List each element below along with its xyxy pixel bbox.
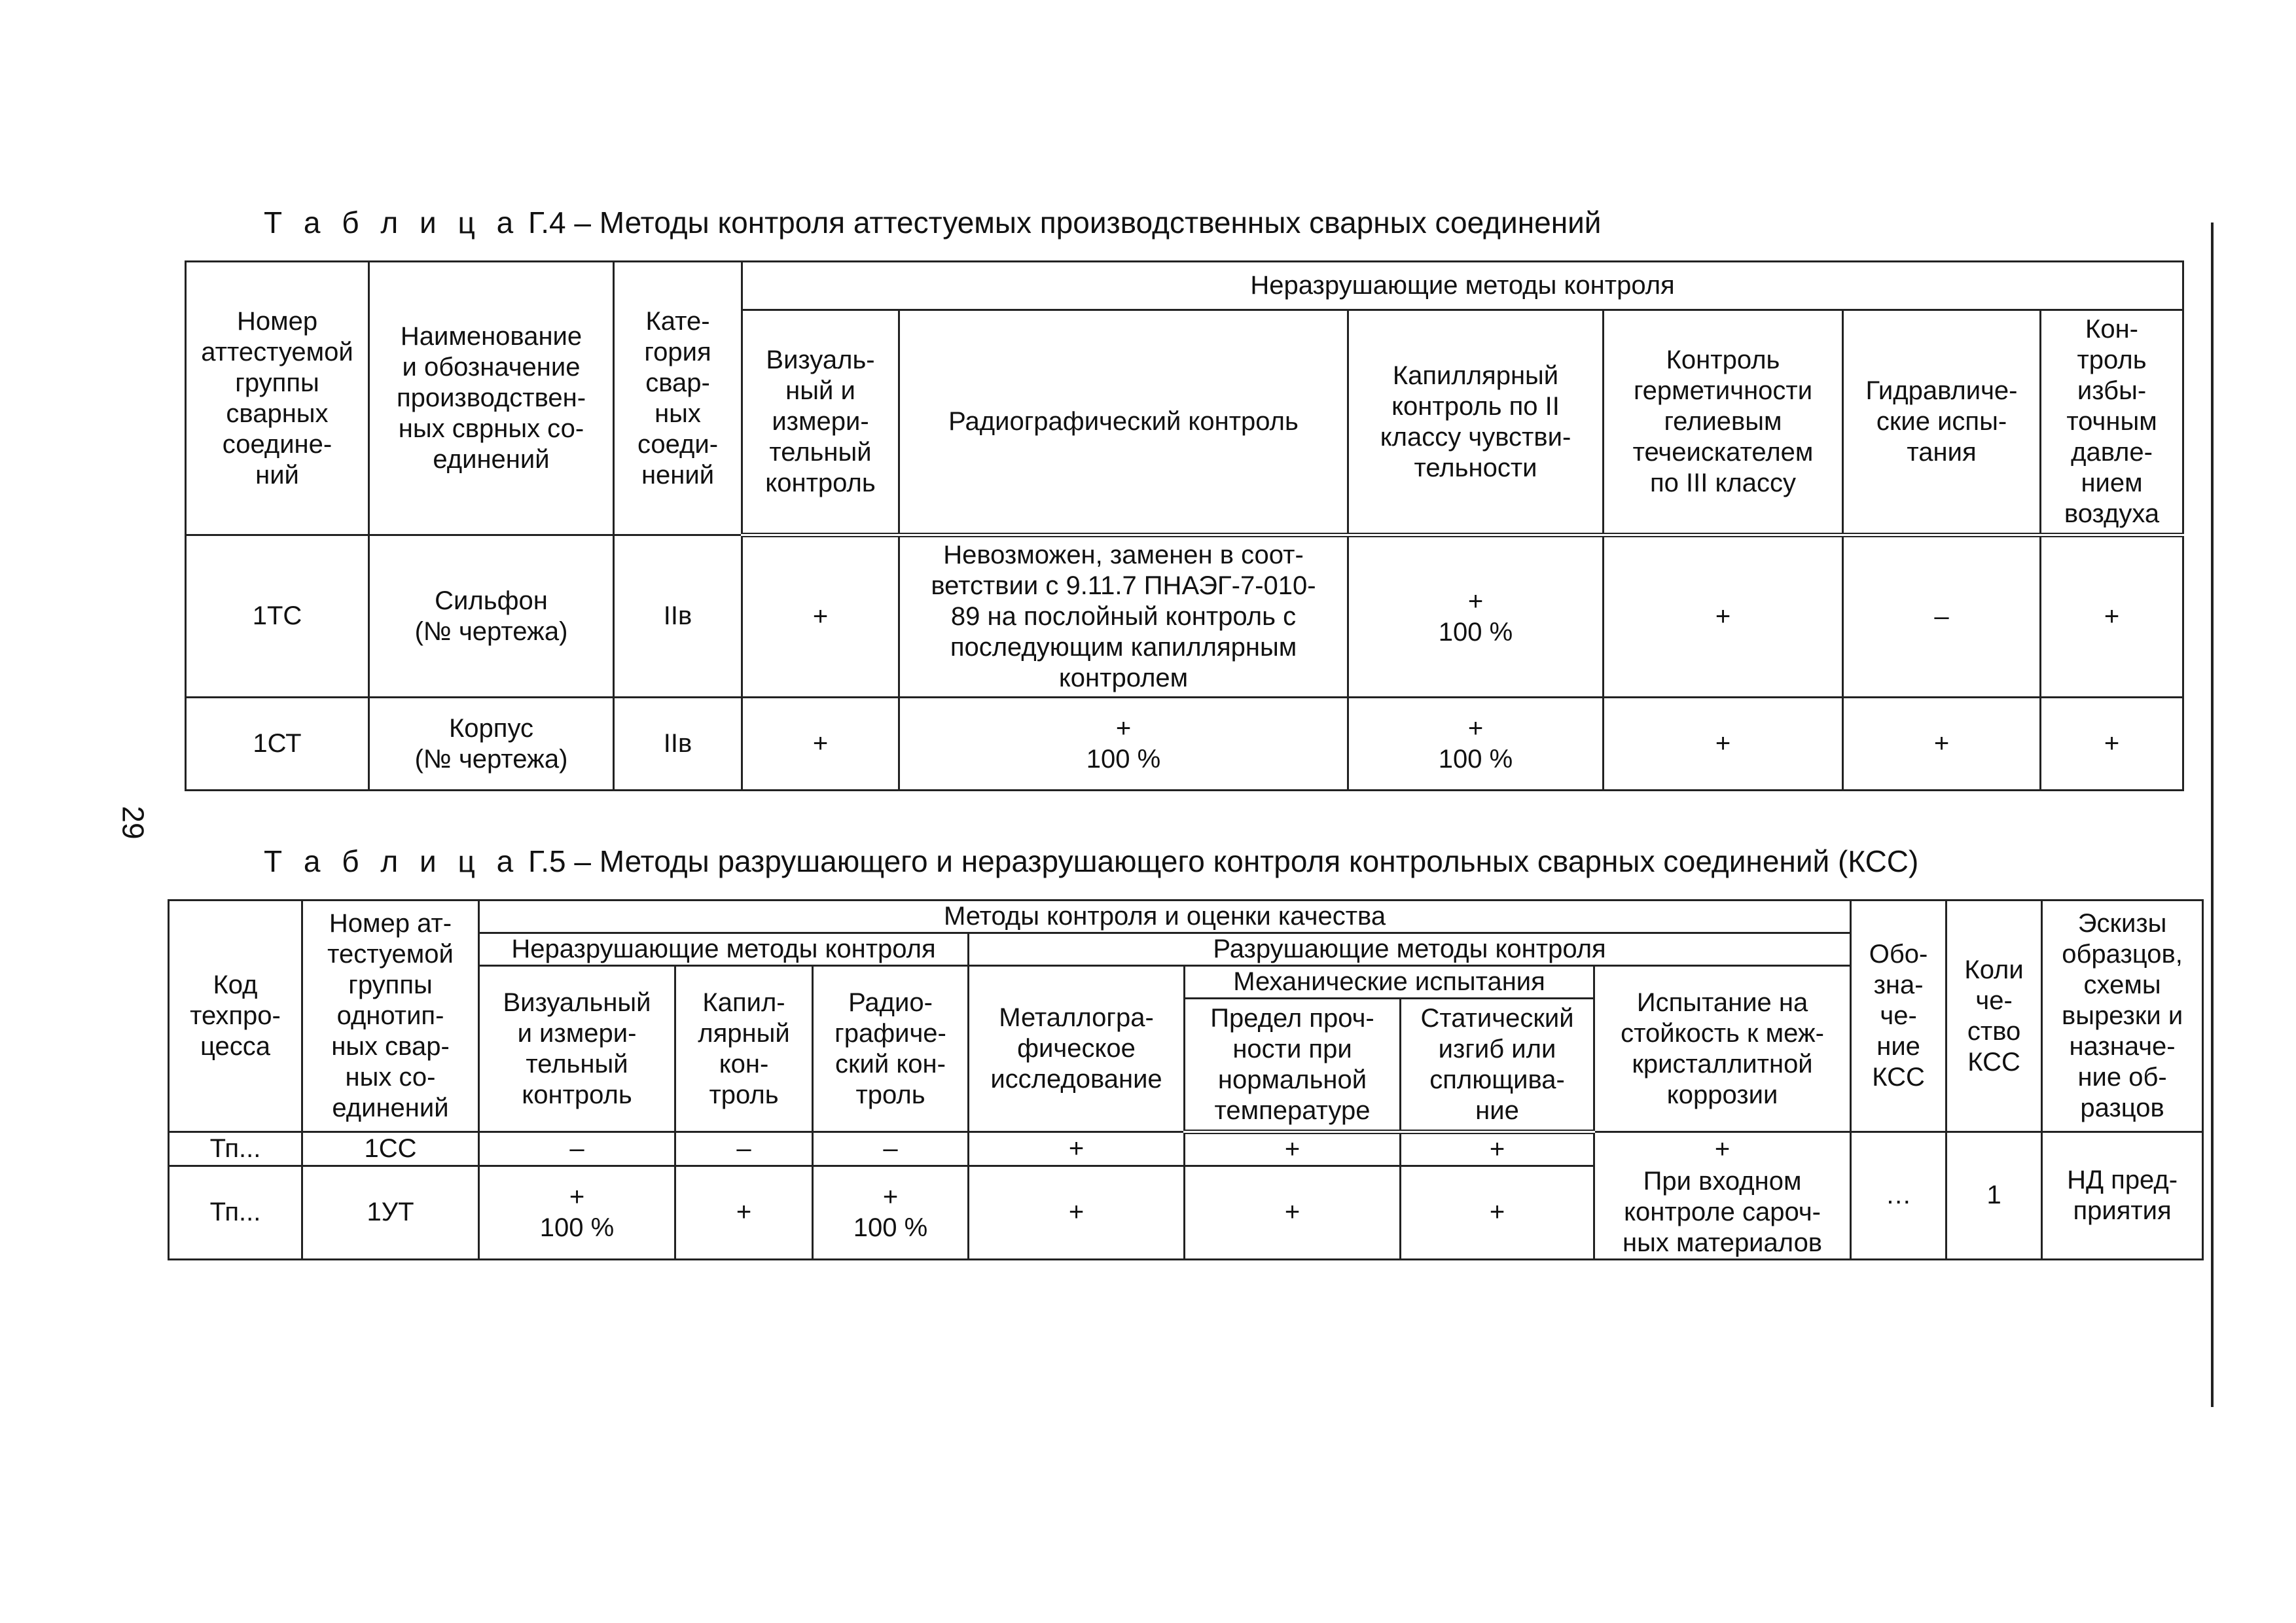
t5-header-count: Коли че- ство КСС [1946, 901, 2042, 1132]
t5-cell-count: 1 [1946, 1132, 2042, 1260]
t4-cell-hydro: – [1843, 535, 2041, 698]
t4-cell-radio: + 100 % [899, 698, 1348, 791]
t4-cell-hydro: + [1843, 698, 2041, 791]
t4-cell-helium: + [1604, 698, 1843, 791]
t5-header-bend: Статический изгиб или сплющива- ние [1401, 999, 1594, 1132]
t4-cell-name: Корпус (№ чертежа) [369, 698, 614, 791]
t5-cell-corrosion: При входном контроле сароч- ных материалов [1594, 1166, 1851, 1260]
t4-header-name: Наименование и обозначение производствен- ных сврных со- единений [369, 262, 614, 535]
table4-title [264, 204, 1601, 241]
table5-title-text: Г.5 – Методы разрушающего и неразрушающего контроля контрольных сварных соединений (КСС) [520, 844, 1919, 878]
t5-header-dt: Разрушающие методы контроля [969, 933, 1851, 966]
t4-cell-group: 1СТ [186, 698, 369, 791]
t5-cell-bend: + [1401, 1132, 1594, 1166]
t4-cell-helium: + [1604, 535, 1843, 698]
t4-cell-visual: + [742, 698, 899, 791]
t4-header-visual: Визуаль- ный и измери- тельный контроль [742, 310, 899, 535]
t5-cell-code: Тп... [169, 1132, 302, 1166]
t4-header-hydro: Гидравличе- ские испы- тания [1843, 310, 2041, 535]
t5-cell-bend: + [1401, 1166, 1594, 1260]
t5-cell-strength: + [1185, 1166, 1401, 1260]
t5-header-methods: Методы контроля и оценки качества [479, 901, 1851, 933]
table4-title-text: Г.4 – Методы контроля аттестуемых производственных сварных соединений [520, 205, 1602, 240]
t5-header-code: Код техпро- цесса [169, 901, 302, 1132]
t5-cell-radio: – [813, 1132, 969, 1166]
t4-header-air: Кон- троль избы- точным давле- нием воздуха [2041, 310, 2183, 535]
t5-cell-group: 1УТ [302, 1166, 479, 1260]
t5-cell-visual: + 100 % [479, 1166, 675, 1260]
t5-cell-metallo: + [969, 1132, 1185, 1166]
t4-header-group: Номер аттестуемой группы сварных соедине- ний [186, 262, 369, 535]
t5-cell-corrosion: + [1594, 1132, 1851, 1166]
t4-header-radio: Радиографический контроль [899, 310, 1348, 535]
table-row [169, 1132, 2203, 1166]
table-row [186, 698, 2183, 791]
t5-header-capillary: Капил- лярный кон- троль [675, 966, 813, 1132]
t5-header-mech: Механические испытания [1185, 966, 1594, 999]
table-row [186, 535, 2183, 698]
table5-title [264, 843, 1918, 880]
t4-cell-air: + [2041, 698, 2183, 791]
t4-cell-capillary: + 100 % [1348, 698, 1604, 791]
t4-cell-radio: Невозможен, заменен в соот- ветствии с 9.11.7 ПНАЭГ-7-010- 89 на послойный контроль с последующим капиллярным контролем [899, 535, 1348, 698]
t5-cell-capillary: + [675, 1166, 813, 1260]
page-number: 29 [116, 806, 151, 840]
t5-cell-group: 1СС [302, 1132, 479, 1166]
t4-cell-group: 1ТС [186, 535, 369, 698]
t4-cell-category: IIв [614, 535, 742, 698]
t5-cell-designation: … [1851, 1132, 1946, 1260]
t4-header-category: Кате- гория свар- ных соеди- нений [614, 262, 742, 535]
t4-cell-capillary: + 100 % [1348, 535, 1604, 698]
t5-cell-strength: + [1185, 1132, 1401, 1166]
t5-header-radio: Радио- графиче- ский кон- троль [813, 966, 969, 1132]
t5-cell-radio: + 100 % [813, 1166, 969, 1260]
t4-cell-category: IIв [614, 698, 742, 791]
right-margin-line [2211, 223, 2214, 1407]
t5-header-metallo: Металлогра- фическое исследование [969, 966, 1185, 1132]
t5-header-ndt: Неразрушающие методы контроля [479, 933, 969, 966]
t5-header-group: Номер ат- тестуемой группы однотип- ных свар- ных со- единений [302, 901, 479, 1132]
table4 [185, 260, 2184, 791]
t5-cell-capillary: – [675, 1132, 813, 1166]
t4-cell-air: + [2041, 535, 2183, 698]
t4-header-capillary: Капиллярный контроль по II классу чувстви- тельности [1348, 310, 1604, 535]
t5-header-strength: Предел проч- ности при нормальной температуре [1185, 999, 1401, 1132]
t5-cell-code: Тп... [169, 1166, 302, 1260]
t5-header-corrosion: Испытание на стойкость к меж- кристаллитной коррозии [1594, 966, 1851, 1132]
t5-header-visual: Визуальный и измери- тельный контроль [479, 966, 675, 1132]
t4-cell-visual: + [742, 535, 899, 698]
t4-cell-name: Сильфон (№ чертежа) [369, 535, 614, 698]
t5-cell-metallo: + [969, 1166, 1185, 1260]
table5-title-prefix: Т а б л и ц а [264, 844, 520, 878]
table4-title-prefix: Т а б л и ц а [264, 205, 520, 240]
t5-header-sketches: Эскизы образцов, схемы вырезки и назначе- ние об- разцов [2042, 901, 2203, 1132]
t4-header-ndt: Неразрушающие методы контроля [742, 262, 2183, 310]
t4-header-helium: Контроль герметичности гелиевым течеискателем по III классу [1604, 310, 1843, 535]
t5-cell-visual: – [479, 1132, 675, 1166]
table5 [168, 899, 2204, 1260]
t5-cell-sketches: НД пред- приятия [2042, 1132, 2203, 1260]
t5-header-designation: Обо- зна- че- ние КСС [1851, 901, 1946, 1132]
